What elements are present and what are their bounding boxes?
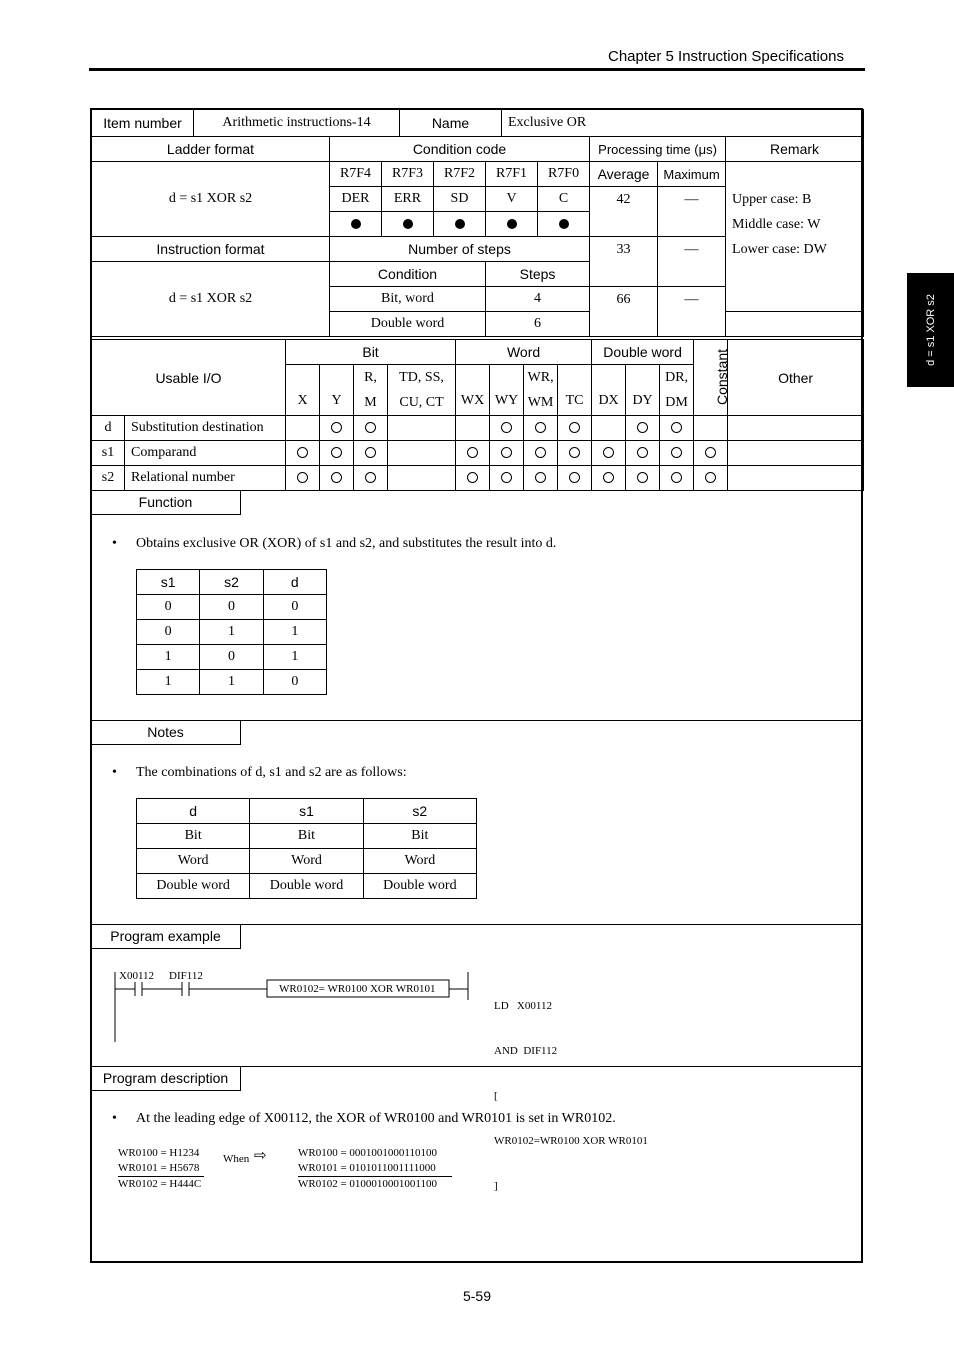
table-row bbox=[137, 874, 477, 899]
truth-cell: 1 bbox=[200, 670, 263, 695]
col-rm bbox=[354, 365, 388, 416]
flag-r7f1: R7F1 bbox=[486, 162, 538, 187]
ladder-expression: d = s1 XOR s2 bbox=[92, 162, 330, 237]
flag-name-c: C bbox=[538, 187, 590, 212]
col-x: X bbox=[286, 365, 320, 416]
combo-cell: Word bbox=[363, 849, 476, 874]
ladder-diagram bbox=[100, 960, 480, 1050]
truth-cell: 1 bbox=[263, 620, 326, 645]
binary-line: WR0101 = 0101011001111000 bbox=[298, 1161, 452, 1177]
combo-cell: Word bbox=[137, 849, 250, 874]
combo-header-s2: s2 bbox=[363, 799, 476, 824]
col-td-bottom: CU, CT bbox=[399, 395, 444, 410]
flag-name-der: DER bbox=[330, 187, 382, 212]
other-label: Other bbox=[728, 340, 864, 416]
io-cell bbox=[320, 466, 354, 491]
hex-values bbox=[118, 1146, 204, 1192]
flag-dot bbox=[330, 212, 382, 237]
item-number-value: Arithmetic instructions-14 bbox=[194, 110, 400, 137]
instruction-format-label: Instruction format bbox=[92, 237, 330, 262]
col-y: Y bbox=[320, 365, 354, 416]
notes-text: The combinations of d, s1 and s2 are as follows: bbox=[136, 765, 407, 780]
io-cell bbox=[354, 441, 388, 466]
arrow-right-icon: ⇨ bbox=[254, 1148, 267, 1164]
truth-cell: 0 bbox=[263, 670, 326, 695]
contact-label-x00112: X00112 bbox=[119, 970, 155, 982]
number-of-steps-label: Number of steps bbox=[330, 237, 590, 262]
combo-cell: Bit bbox=[137, 824, 250, 849]
item-number-label: Item number bbox=[92, 110, 194, 137]
io-cell bbox=[626, 441, 660, 466]
io-cell bbox=[626, 416, 660, 441]
io-cell bbox=[354, 466, 388, 491]
io-symbol-s2: s2 bbox=[92, 466, 125, 491]
dword-group-label: Double word bbox=[592, 340, 694, 365]
time-max-3: — bbox=[658, 287, 726, 337]
remark-lower: Lower case: DW bbox=[732, 242, 827, 257]
io-cell bbox=[592, 466, 626, 491]
when-label: When bbox=[223, 1153, 250, 1165]
io-cell bbox=[388, 441, 456, 466]
truth-header-s1: s1 bbox=[137, 570, 200, 595]
io-cell bbox=[660, 416, 694, 441]
combo-cell: Word bbox=[250, 849, 363, 874]
remark-upper: Upper case: B bbox=[732, 192, 812, 207]
flag-name-v: V bbox=[486, 187, 538, 212]
io-cell bbox=[694, 466, 728, 491]
remark-label: Remark bbox=[726, 137, 864, 162]
table-row bbox=[137, 620, 327, 645]
truth-cell: 0 bbox=[200, 645, 263, 670]
io-cell bbox=[388, 466, 456, 491]
name-value: Exclusive OR bbox=[502, 110, 864, 137]
col-rm-bottom: M bbox=[364, 395, 377, 410]
flag-r7f2: R7F2 bbox=[434, 162, 486, 187]
table-row bbox=[92, 466, 864, 491]
usable-io-label: Usable I/O bbox=[92, 340, 286, 416]
io-cell bbox=[456, 441, 490, 466]
truth-cell: 0 bbox=[137, 620, 200, 645]
table-row bbox=[92, 441, 864, 466]
table-row bbox=[137, 645, 327, 670]
truth-cell: 0 bbox=[200, 595, 263, 620]
io-cell bbox=[728, 416, 864, 441]
time-max-2: — bbox=[658, 237, 726, 287]
code-line: WR0102=WR0100 XOR WR0101 bbox=[494, 1135, 648, 1147]
steps-label: Steps bbox=[486, 262, 590, 287]
io-symbol-d: d bbox=[92, 416, 125, 441]
instruction-expression: d = s1 XOR s2 bbox=[92, 262, 330, 337]
description-text: At the leading edge of X00112, the XOR of WR0100 and WR0101 is set in WR0102. bbox=[136, 1111, 616, 1126]
io-cell bbox=[558, 466, 592, 491]
truth-cell: 1 bbox=[263, 645, 326, 670]
truth-header-s2: s2 bbox=[200, 570, 263, 595]
flag-name-sd: SD bbox=[434, 187, 486, 212]
combo-cell: Double word bbox=[137, 874, 250, 899]
program-example-label: Program example bbox=[91, 925, 241, 949]
flag-dot bbox=[382, 212, 434, 237]
io-cell bbox=[660, 466, 694, 491]
combo-cell: Double word bbox=[363, 874, 476, 899]
io-cell bbox=[490, 441, 524, 466]
combo-cell: Bit bbox=[250, 824, 363, 849]
io-cell bbox=[456, 466, 490, 491]
table-row bbox=[137, 824, 477, 849]
io-cell bbox=[286, 466, 320, 491]
io-cell bbox=[490, 466, 524, 491]
contact-label-dif112: DIF112 bbox=[169, 970, 203, 982]
col-dy: DY bbox=[626, 365, 660, 416]
ladder-format-label: Ladder format bbox=[92, 137, 330, 162]
io-cell bbox=[320, 441, 354, 466]
time-avg-2: 33 bbox=[590, 237, 658, 287]
remark-middle: Middle case: W bbox=[732, 217, 821, 232]
truth-cell: 1 bbox=[137, 645, 200, 670]
flag-dot bbox=[434, 212, 486, 237]
io-cell bbox=[286, 441, 320, 466]
usable-io-table bbox=[91, 339, 864, 491]
flag-r7f0: R7F0 bbox=[538, 162, 590, 187]
remark-cell bbox=[726, 162, 864, 312]
col-dr-top: DR, bbox=[665, 370, 689, 385]
function-bullet: • Obtains exclusive OR (XOR) of s1 and s2, and substitutes the result into d. bbox=[112, 536, 557, 551]
io-cell bbox=[694, 441, 728, 466]
notes-bullet: • The combinations of d, s1 and s2 are as follows: bbox=[112, 765, 407, 780]
table-row bbox=[92, 416, 864, 441]
spec-table bbox=[91, 136, 864, 337]
combo-header-d: d bbox=[137, 799, 250, 824]
io-cell bbox=[660, 441, 694, 466]
flag-dot bbox=[538, 212, 590, 237]
col-dr bbox=[660, 365, 694, 416]
side-tab bbox=[907, 273, 954, 387]
col-dx: DX bbox=[592, 365, 626, 416]
processing-time-label: Processing time (μs) bbox=[590, 137, 726, 162]
io-cell bbox=[524, 441, 558, 466]
function-label: Function bbox=[91, 491, 241, 515]
condition-code-label: Condition code bbox=[330, 137, 590, 162]
table-row bbox=[137, 670, 327, 695]
word-group-label: Word bbox=[456, 340, 592, 365]
io-desc-d: Substitution destination bbox=[125, 416, 286, 441]
col-tc: TC bbox=[558, 365, 592, 416]
flag-r7f3: R7F3 bbox=[382, 162, 434, 187]
binary-line: WR0102 = 0100010001001100 bbox=[298, 1178, 438, 1190]
col-rm-top: R, bbox=[364, 370, 377, 385]
code-line: AND DIF112 bbox=[494, 1045, 558, 1057]
col-wx: WX bbox=[456, 365, 490, 416]
truth-cell: 1 bbox=[137, 670, 200, 695]
maximum-label: Maximum bbox=[658, 162, 726, 187]
time-max-1: — bbox=[658, 187, 726, 237]
io-cell bbox=[320, 416, 354, 441]
code-line: ] bbox=[494, 1180, 498, 1192]
page-number: 5-59 bbox=[462, 1288, 492, 1304]
table-row bbox=[137, 595, 327, 620]
io-cell bbox=[694, 416, 728, 441]
hex-line: WR0100 = H1234 bbox=[118, 1147, 200, 1159]
step-count-dword: 6 bbox=[486, 312, 590, 337]
truth-cell: 0 bbox=[263, 595, 326, 620]
binary-values bbox=[298, 1146, 452, 1192]
step-cond-bitword: Bit, word bbox=[330, 287, 486, 312]
notes-label: Notes bbox=[91, 721, 241, 745]
time-avg-3: 66 bbox=[590, 287, 658, 337]
code-line: [ bbox=[494, 1090, 498, 1102]
io-desc-s1: Comparand bbox=[125, 441, 286, 466]
col-wr bbox=[524, 365, 558, 416]
col-td bbox=[388, 365, 456, 416]
io-cell bbox=[524, 466, 558, 491]
name-label: Name bbox=[400, 110, 502, 137]
col-dr-bottom: DM bbox=[665, 395, 688, 410]
time-avg-1: 42 bbox=[590, 187, 658, 237]
io-symbol-s1: s1 bbox=[92, 441, 125, 466]
truth-table bbox=[136, 569, 327, 695]
io-cell bbox=[456, 416, 490, 441]
header-rule bbox=[89, 68, 865, 71]
io-desc-s2: Relational number bbox=[125, 466, 286, 491]
remark-empty bbox=[726, 312, 864, 337]
ladder-box-text: WR0102= WR0100 XOR WR0101 bbox=[279, 983, 436, 995]
truth-cell: 0 bbox=[137, 595, 200, 620]
step-cond-dword: Double word bbox=[330, 312, 486, 337]
col-wr-bottom: WM bbox=[527, 395, 554, 410]
io-cell bbox=[558, 416, 592, 441]
bit-group-label: Bit bbox=[286, 340, 456, 365]
io-cell bbox=[626, 466, 660, 491]
chapter-title: Chapter 5 Instruction Specifications bbox=[608, 48, 844, 65]
io-cell bbox=[592, 416, 626, 441]
io-cell bbox=[490, 416, 524, 441]
hex-line: WR0101 = H5678 bbox=[118, 1161, 204, 1177]
average-label: Average bbox=[590, 162, 658, 187]
combo-cell: Bit bbox=[363, 824, 476, 849]
col-td-top: TD, SS, bbox=[399, 370, 444, 385]
constant-label-cell bbox=[694, 340, 731, 416]
description-bullet: • At the leading edge of X00112, the XOR of WR0100 and WR0101 is set in WR0102. bbox=[112, 1111, 616, 1126]
flag-r7f4: R7F4 bbox=[330, 162, 382, 187]
io-cell bbox=[728, 441, 864, 466]
io-cell bbox=[728, 466, 864, 491]
condition-label: Condition bbox=[330, 262, 486, 287]
io-cell bbox=[558, 441, 592, 466]
flag-name-err: ERR bbox=[382, 187, 434, 212]
combination-table bbox=[136, 798, 477, 899]
truth-cell: 1 bbox=[200, 620, 263, 645]
code-line: LD X00112 bbox=[494, 1000, 552, 1012]
step-count-bitword: 4 bbox=[486, 287, 590, 312]
program-description-label: Program description bbox=[91, 1067, 241, 1091]
hex-line: WR0102 = H444C bbox=[118, 1178, 202, 1190]
io-cell bbox=[286, 416, 320, 441]
io-cell bbox=[388, 416, 456, 441]
io-cell bbox=[524, 416, 558, 441]
function-text: Obtains exclusive OR (XOR) of s1 and s2, and substitutes the result into d. bbox=[136, 536, 557, 551]
binary-line: WR0100 = 0001001000110100 bbox=[298, 1147, 438, 1159]
flag-dot bbox=[486, 212, 538, 237]
io-cell bbox=[592, 441, 626, 466]
col-wy: WY bbox=[490, 365, 524, 416]
table-row bbox=[137, 849, 477, 874]
program-code bbox=[494, 969, 648, 1209]
combo-header-s1: s1 bbox=[250, 799, 363, 824]
truth-header-d: d bbox=[263, 570, 326, 595]
item-table bbox=[91, 109, 864, 137]
constant-label: Constant bbox=[714, 348, 731, 405]
col-wr-top: WR, bbox=[527, 370, 554, 385]
combo-cell: Double word bbox=[250, 874, 363, 899]
side-tab-label: d = s1 XOR s2 bbox=[924, 294, 937, 366]
io-cell bbox=[354, 416, 388, 441]
